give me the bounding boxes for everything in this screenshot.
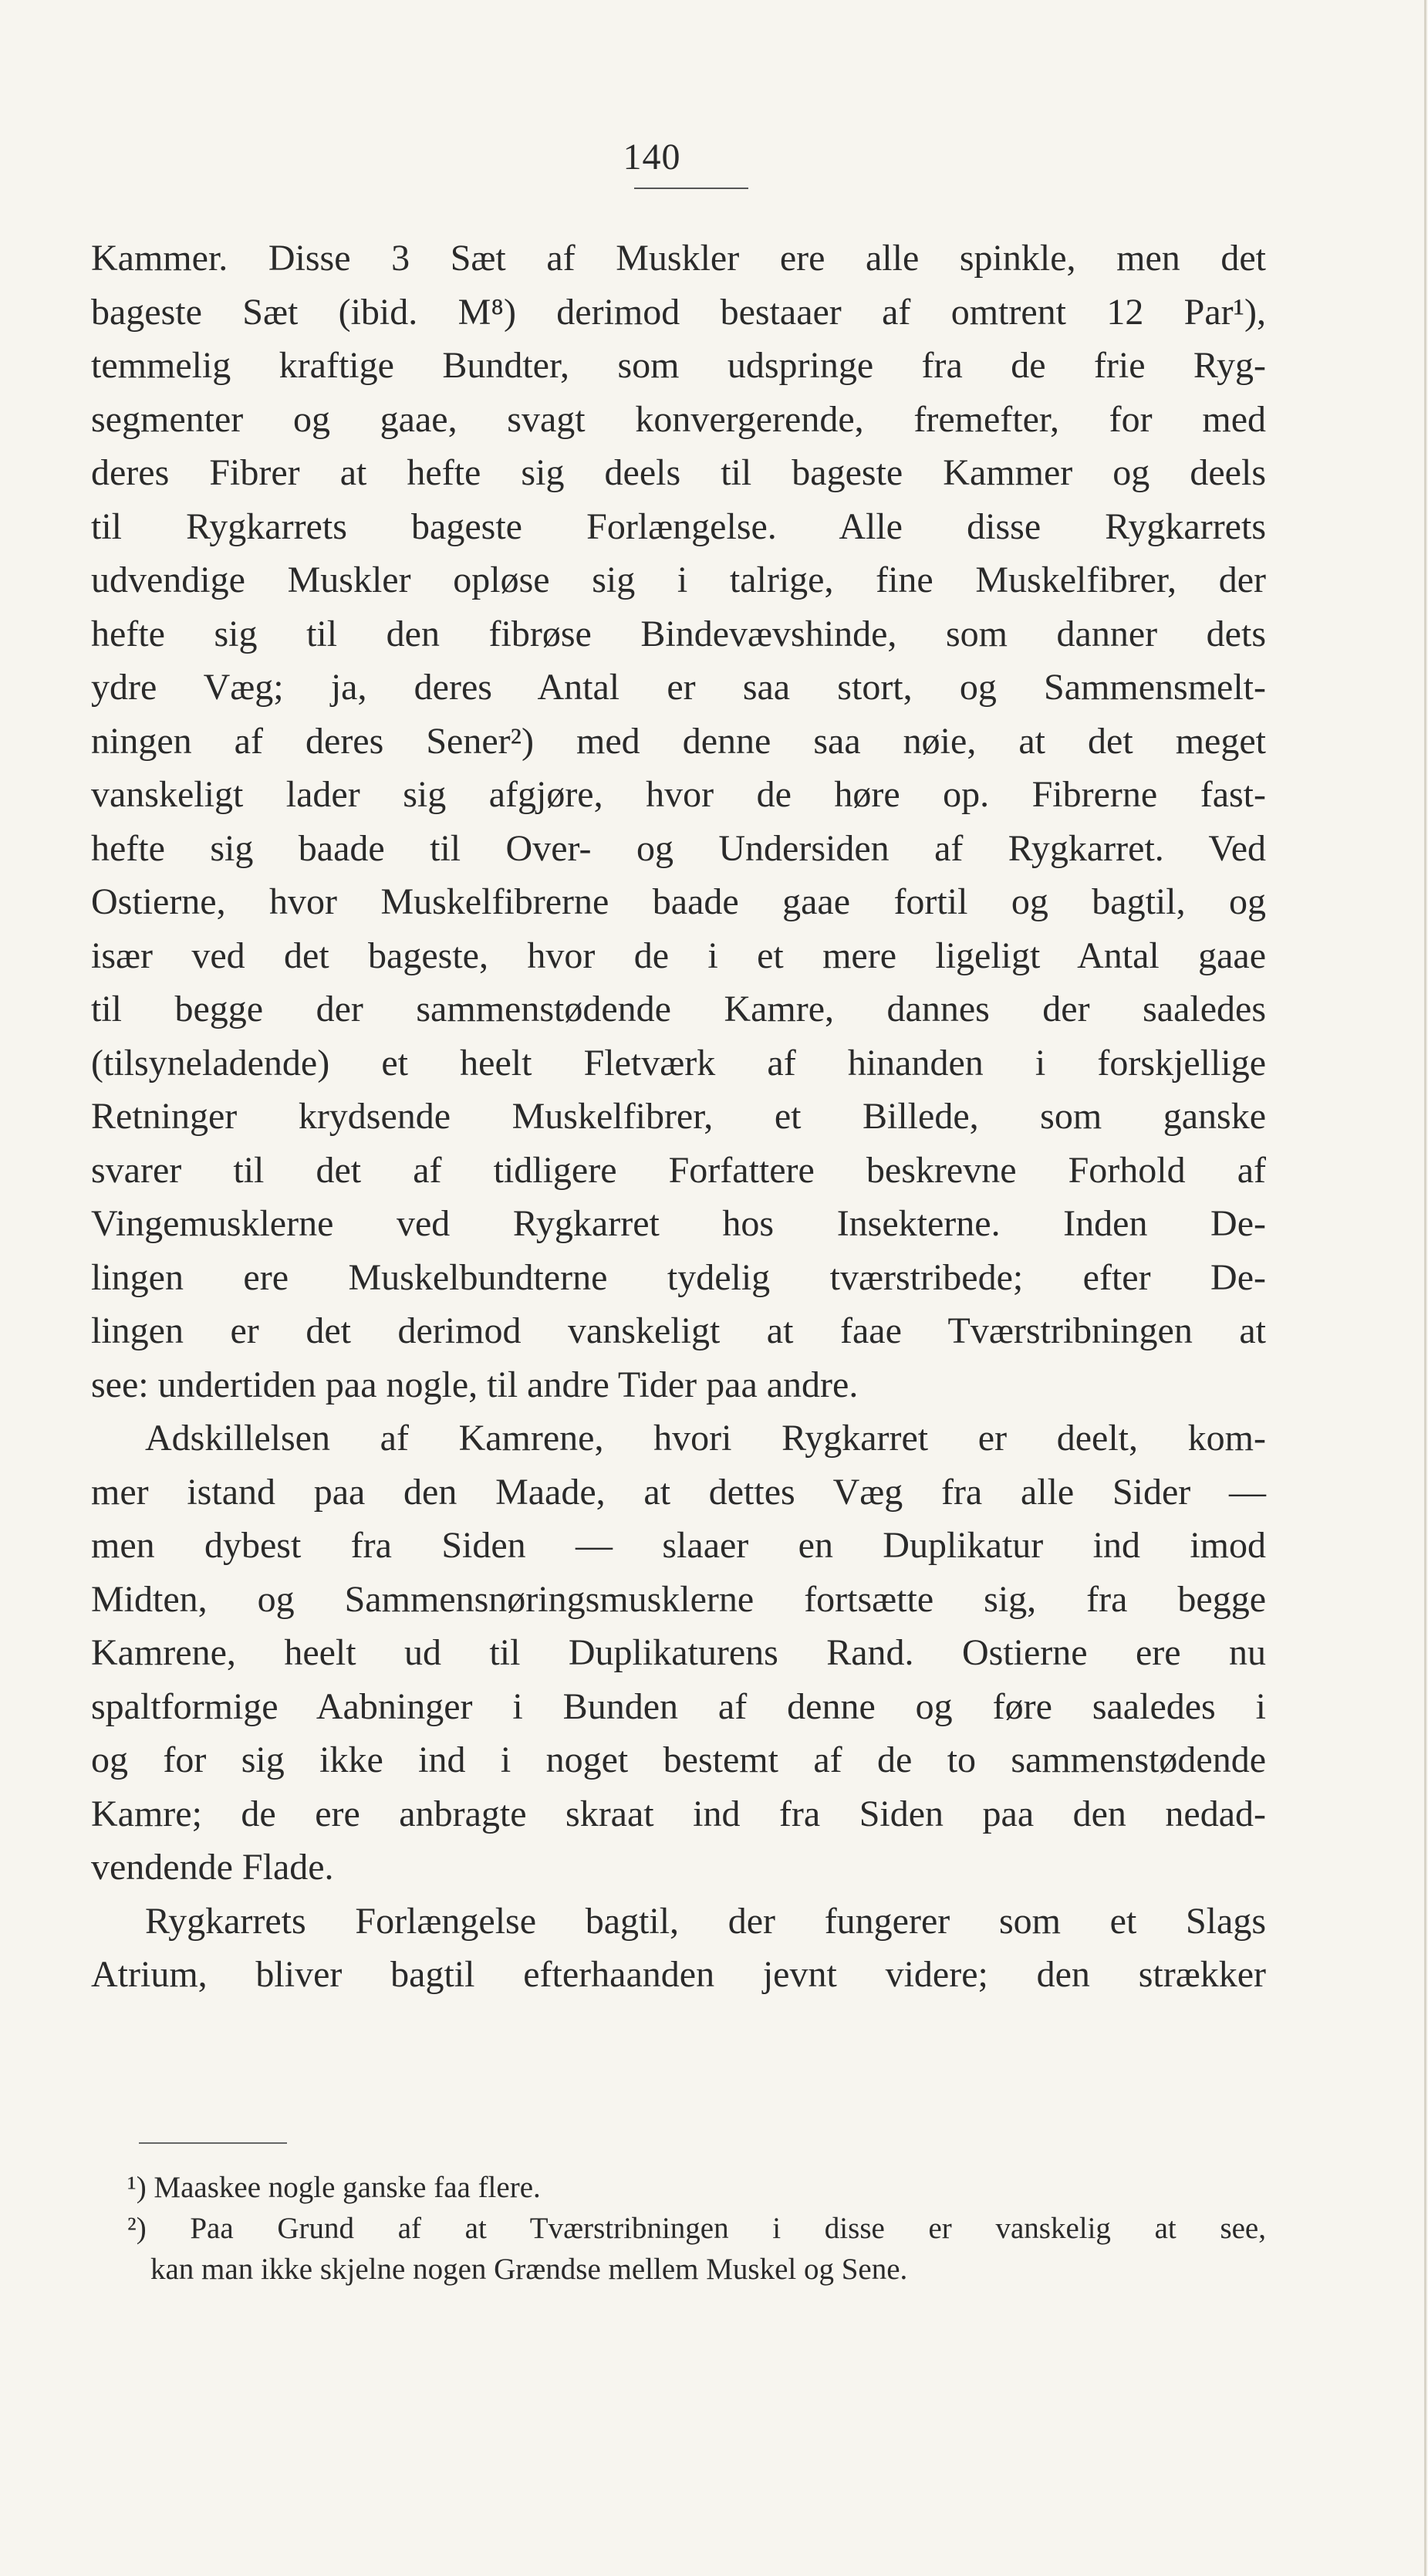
text-line: spaltformige Aabninger i Bunden af denne og føre saaledes i [91,1685,1266,1727]
text-line: vanskeligt lader sig afgjøre, hvor de høre op. Fibrerne fast- [91,774,1266,815]
text-line: Kamrene, heelt ud til Duplikaturens Rand. Ostierne ere nu [91,1632,1266,1673]
text-line: især ved det bageste, hvor de i et mere ligeligt Antal gaae [91,935,1266,976]
paragraph-start-line: Rygkarrets Forlængelse bagtil, der fungerer som et Slags [145,1900,1266,1942]
text-line: lingen er det derimod vanskeligt at faae Tværstribningen at [91,1310,1266,1351]
paragraph-start-line: Adskillelsen af Kamrene, hvori Rygkarret er deelt, kom- [145,1418,1266,1459]
text-line: Ostierne, hvor Muskelfibrerne baade gaae fortil og bagtil, og [91,881,1266,922]
page-edge [1424,0,1426,2576]
text-line: Atrium, bliver bagtil efterhaanden jevnt videre; den strækker [91,1954,1266,1995]
text-line: temmelig kraftige Bundter, som udspringe fra de frie Ryg- [91,345,1266,386]
page-number-rule [634,188,748,189]
text-line: og for sig ikke ind i noget bestemt af de to sammenstødende [91,1739,1266,1780]
text-line: men dybest fra Siden — slaaer en Duplikatur ind imod [91,1525,1266,1566]
footnote-2-continuation: kan man ikke skjelne nogen Grændse mellem Muskel og Sene. [150,2253,908,2286]
body-text [91,232,1266,2002]
text-line: ydre Væg; ja, deres Antal er saa stort, og Sammensmelt- [91,667,1266,708]
footnote-2: ²) Paa Grund af at Tværstribningen i disse er vanskelig at see, [127,2212,1266,2245]
text-line: segmenter og gaae, svagt konvergerende, fremefter, for med [91,398,1266,440]
text-line: lingen ere Muskelbundterne tydelig tværstribede; efter De- [91,1256,1266,1298]
footnotes [127,2167,1266,2290]
text-line: til Rygkarrets bageste Forlængelse. Alle disse Rygkarrets [91,505,1266,547]
text-line: Kammer. Disse 3 Sæt af Muskler ere alle spinkle, men det [91,238,1266,279]
text-line: udvendige Muskler opløse sig i talrige, fine Muskelfibrer, der [91,559,1266,600]
text-line: hefte sig til den fibrøse Bindevævshinde, som danner dets [91,613,1266,654]
text-line: Vingemusklerne ved Rygkarret hos Insekterne. Inden De- [91,1203,1266,1244]
text-line: bageste Sæt (ibid. M⁸) derimod bestaaer af omtrent 12 Par¹), [91,291,1266,333]
text-line: til begge der sammenstødende Kamre, dannes der saaledes [91,989,1266,1029]
page-number: 140 [623,137,681,177]
footnote-rule [139,2142,287,2144]
text-line: hefte sig baade til Over- og Undersiden af Rygkarret. Ved [91,827,1266,869]
text-line: Retninger krydsende Muskelfibrer, et Billede, som ganske [91,1096,1266,1137]
text-line: vendende Flade. [91,1847,334,1888]
text-line: see: undertiden paa nogle, til andre Tider paa andre. [91,1364,859,1405]
text-line: Midten, og Sammensnøringsmusklerne fortsætte sig, fra begge [91,1578,1266,1620]
text-line: svarer til det af tidligere Forfattere beskrevne Forhold af [91,1149,1266,1191]
text-line: mer istand paa den Maade, at dettes Væg fra alle Sider — [91,1471,1266,1513]
text-line: deres Fibrer at hefte sig deels til bageste Kammer og deels [91,452,1266,493]
footnote-1: ¹) Maaskee nogle ganske faa flere. [127,2171,541,2204]
text-line: ningen af deres Sener²) med denne saa nøie, at det meget [91,720,1266,762]
text-line: (tilsyneladende) et heelt Fletværk af hinanden i forskjellige [91,1042,1266,1083]
text-line: Kamre; de ere anbragte skraat ind fra Siden paa den nedad- [91,1793,1266,1834]
